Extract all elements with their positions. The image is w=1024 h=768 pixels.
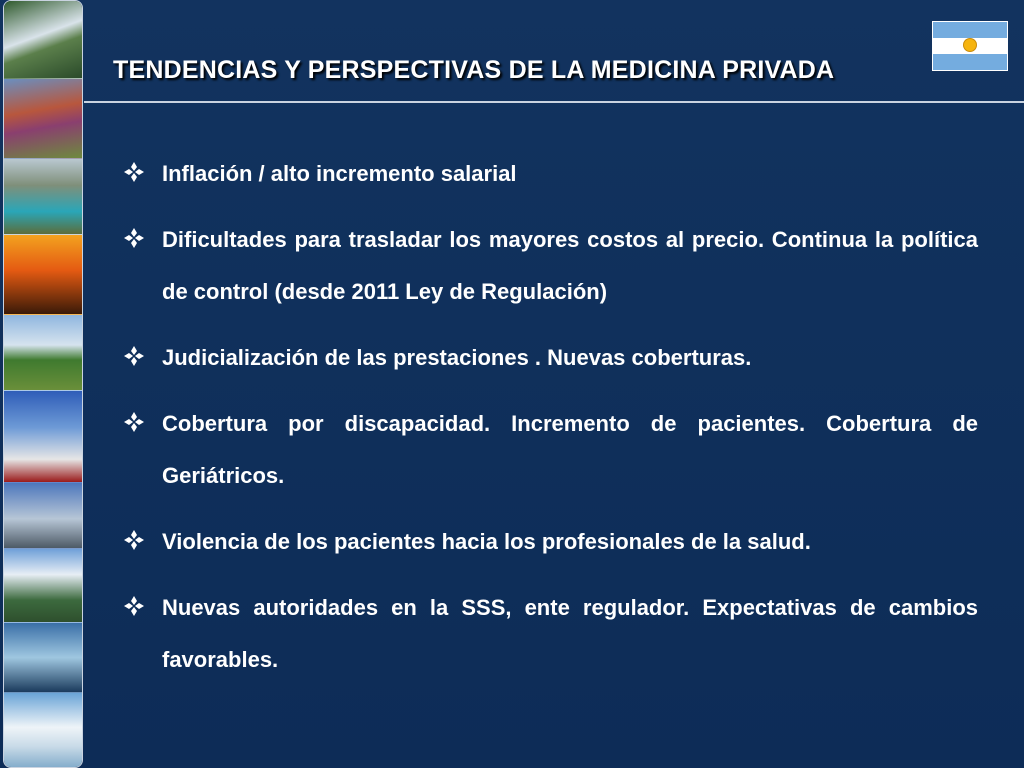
list-item	[123, 148, 978, 200]
list-item	[123, 582, 978, 686]
title-divider	[84, 101, 1024, 103]
diamond-bullet-icon	[123, 227, 145, 249]
flag-band-top	[933, 22, 1007, 38]
list-item-text: Violencia de los pacientes hacia los profesionales de la salud.	[162, 529, 811, 554]
diamond-bullet-icon	[123, 161, 145, 183]
photo-glacier	[4, 693, 82, 768]
photo-mountains-forest	[4, 549, 82, 623]
diamond-bullet-icon	[123, 411, 145, 433]
list-item-text: Inflación / alto incremento salarial	[162, 161, 517, 186]
list-item	[123, 332, 978, 384]
list-item-text: Cobertura por discapacidad. Incremento de pacientes. Cobertura de Geriátricos.	[162, 411, 978, 488]
photo-colored-hills	[4, 79, 82, 159]
list-item	[123, 214, 978, 318]
diamond-bullet-icon	[123, 595, 145, 617]
diamond-bullet-icon	[123, 529, 145, 551]
diamond-bullet-icon	[123, 345, 145, 367]
sun-icon	[964, 39, 976, 51]
flag-band-bottom	[933, 54, 1007, 70]
photo-city-skyline	[4, 483, 82, 549]
list-item-text: Dificultades para trasladar los mayores costos al precio. Continua la política de control (desde 2011 Ley de Regulación)	[162, 227, 978, 304]
bullet-list	[123, 148, 978, 700]
photo-sunset-palms	[4, 235, 82, 315]
list-item	[123, 516, 978, 568]
flag-band-middle	[933, 38, 1007, 54]
photo-waterfall	[4, 1, 82, 79]
photo-obelisk-tango	[4, 391, 82, 483]
argentina-flag-icon	[932, 21, 1008, 71]
photo-countryside	[4, 315, 82, 391]
photo-whale	[4, 623, 82, 693]
photo-lake-boat	[4, 159, 82, 235]
list-item-text: Judicialización de las prestaciones . Nuevas coberturas.	[162, 345, 752, 370]
list-item-text: Nuevas autoridades en la SSS, ente regulador. Expectativas de cambios favorables.	[162, 595, 978, 672]
photo-strip	[3, 0, 83, 768]
list-item	[123, 398, 978, 502]
slide-title: TENDENCIAS Y PERSPECTIVAS DE LA MEDICINA PRIVADA	[113, 56, 835, 84]
